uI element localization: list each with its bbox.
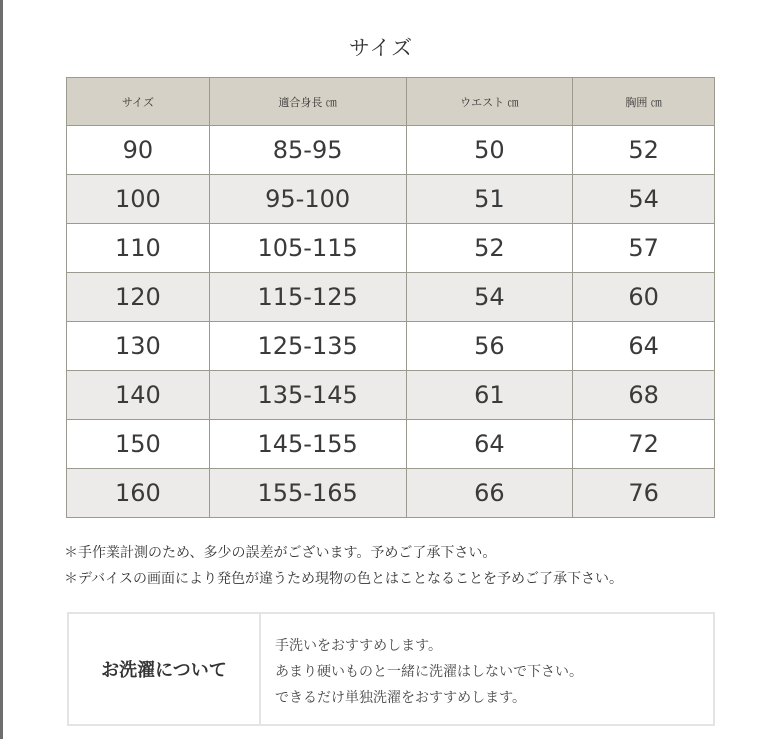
table-row	[67, 469, 715, 518]
cell-size: 110	[67, 224, 210, 273]
table-row	[67, 175, 715, 224]
cell-size: 100	[67, 175, 210, 224]
care-instructions	[261, 614, 713, 724]
size-table	[66, 77, 715, 518]
table-row	[67, 126, 715, 175]
cell-waist: 51	[406, 175, 573, 224]
cell-chest: 72	[573, 420, 715, 469]
table-row	[67, 371, 715, 420]
note-color: ＊デバイスの画面により発色が違うため現物の色とはことなることを予めご了承下さい。	[64, 571, 624, 587]
cell-waist: 64	[406, 420, 573, 469]
notes	[64, 540, 623, 592]
cell-chest: 57	[573, 224, 715, 273]
page-title: サイズ	[348, 36, 414, 60]
care-line: あまり硬いものと一緒に洗濯はしないで下さい。	[275, 664, 583, 680]
cell-waist: 54	[406, 273, 573, 322]
header-chest: 胸囲 ㎝	[573, 78, 715, 126]
care-line: 手洗いをおすすめします。	[275, 638, 443, 654]
cell-height: 115-125	[209, 273, 406, 322]
cell-height: 95-100	[209, 175, 406, 224]
cell-height: 85-95	[209, 126, 406, 175]
cell-height: 135-145	[209, 371, 406, 420]
table-header-row	[67, 78, 715, 126]
header-size: サイズ	[67, 78, 210, 126]
cell-chest: 64	[573, 322, 715, 371]
cell-chest: 76	[573, 469, 715, 518]
cell-height: 155-165	[209, 469, 406, 518]
cell-chest: 60	[573, 273, 715, 322]
header-waist: ウエスト ㎝	[406, 78, 573, 126]
header-height: 適合身長 ㎝	[209, 78, 406, 126]
table-row	[67, 273, 715, 322]
care-heading: お洗濯について	[69, 614, 261, 724]
cell-size: 140	[67, 371, 210, 420]
table-row	[67, 224, 715, 273]
care-line: できるだけ単独洗濯をおすすめします。	[275, 690, 527, 706]
cell-waist: 52	[406, 224, 573, 273]
table-row	[67, 420, 715, 469]
table-row	[67, 322, 715, 371]
cell-size: 120	[67, 273, 210, 322]
cell-chest: 52	[573, 126, 715, 175]
cell-height: 125-135	[209, 322, 406, 371]
note-measurement: ＊手作業計測のため、多少の誤差がございます。予めご了承下さい。	[64, 545, 497, 561]
left-border	[0, 0, 3, 739]
cell-waist: 66	[406, 469, 573, 518]
cell-waist: 56	[406, 322, 573, 371]
cell-size: 90	[67, 126, 210, 175]
cell-waist: 61	[406, 371, 573, 420]
cell-waist: 50	[406, 126, 573, 175]
cell-chest: 68	[573, 371, 715, 420]
cell-size: 150	[67, 420, 210, 469]
cell-height: 145-155	[209, 420, 406, 469]
care-box	[67, 612, 715, 726]
cell-chest: 54	[573, 175, 715, 224]
cell-size: 130	[67, 322, 210, 371]
cell-size: 160	[67, 469, 210, 518]
cell-height: 105-115	[209, 224, 406, 273]
